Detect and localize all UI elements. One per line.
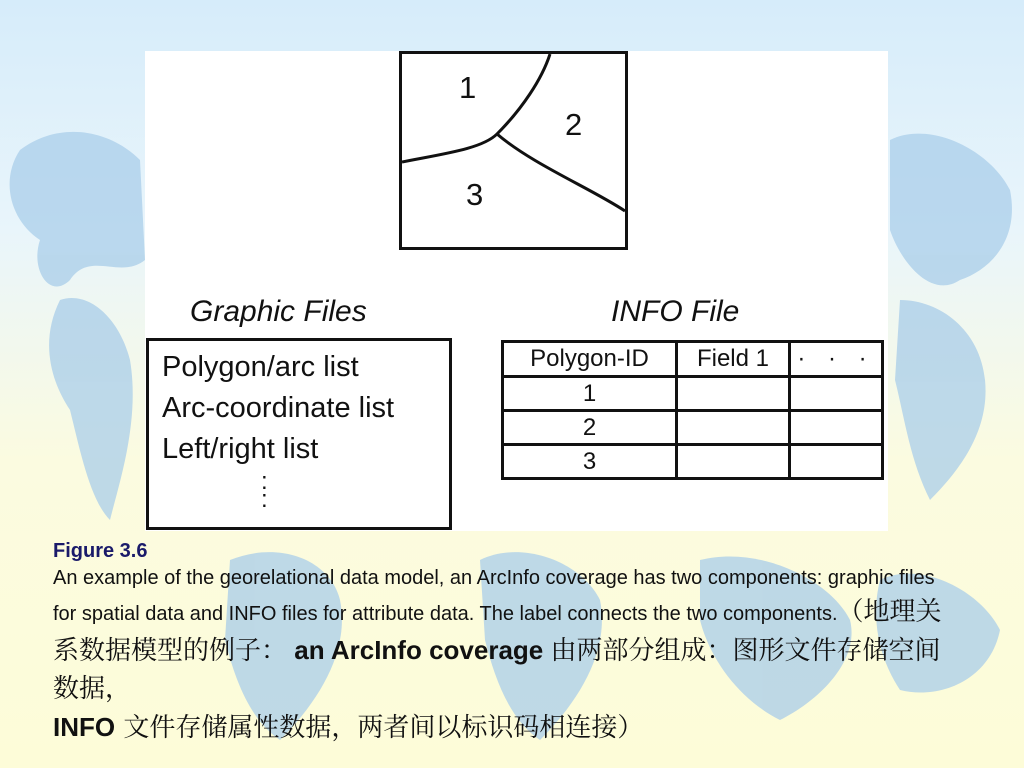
info-table (501, 340, 884, 480)
caption-chinese-part-1: （地理关系数据模型的例子： (53, 597, 942, 666)
figure-panel (145, 51, 888, 531)
polygon-boundaries (402, 54, 631, 253)
caption-body-english: An example of the georelational data model, an ArcInfo coverage has two components: graphic files for spatial data and INFO files for attribute data. The label connects the two components. (53, 567, 935, 625)
info-file-title: INFO File (611, 295, 740, 328)
table-row (503, 445, 883, 479)
table-row (503, 411, 883, 445)
header-field-1: Field 1 (677, 342, 790, 377)
cell-field-1 (677, 411, 790, 445)
cell-field-1 (677, 445, 790, 479)
caption-english-term-2: INFO (53, 712, 116, 742)
cell-more (790, 377, 883, 411)
caption-chinese-part-3: 文件存储属性数据，两者间以标识码相连接） (115, 713, 644, 743)
caption-text (53, 564, 963, 747)
header-polygon-id: Polygon-ID (503, 342, 677, 377)
continuation-dots: : : (261, 468, 268, 513)
polygon-map (399, 51, 628, 250)
graphic-files-line: Arc-coordinate list (162, 392, 395, 424)
cell-more (790, 445, 883, 479)
caption-chinese-part-2: 由两部分组成：图形文件存储空间数据， (53, 636, 941, 704)
graphic-files-line: Polygon/arc list (162, 351, 359, 383)
header-more-columns: · · · (790, 342, 883, 377)
graphic-files-title: Graphic Files (190, 295, 367, 328)
caption-title: Figure 3.6 (53, 540, 148, 562)
cell-field-1 (677, 377, 790, 411)
polygon-label-3: 3 (466, 177, 484, 212)
cell-polygon-id: 1 (503, 377, 677, 411)
cell-more (790, 411, 883, 445)
cell-polygon-id: 3 (503, 445, 677, 479)
polygon-label-1: 1 (459, 70, 477, 105)
caption-english-term-1: an ArcInfo coverage (287, 635, 551, 665)
graphic-files-line: Left/right list (162, 433, 319, 465)
table-header-row (503, 342, 883, 377)
table-row (503, 377, 883, 411)
cell-polygon-id: 2 (503, 411, 677, 445)
figure-caption (53, 538, 963, 747)
polygon-label-2: 2 (565, 107, 583, 142)
graphic-files-box (146, 338, 452, 530)
